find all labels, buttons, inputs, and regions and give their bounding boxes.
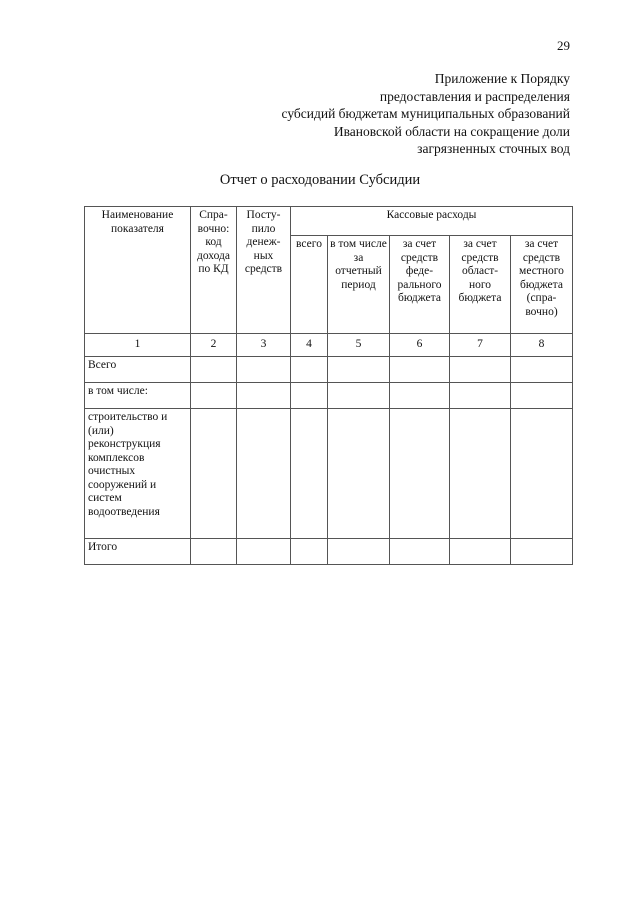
header-local: за счет средств местного бюджета (спра-вочно) xyxy=(511,236,573,334)
column-number: 3 xyxy=(237,334,291,357)
table-cell xyxy=(450,357,511,383)
table-cell xyxy=(191,539,237,565)
table-cell xyxy=(328,357,390,383)
table-cell xyxy=(237,539,291,565)
appendix-line: субсидий бюджетам муниципальных образований xyxy=(281,106,570,121)
table-cell xyxy=(511,409,573,539)
table-cell xyxy=(450,383,511,409)
table-cell xyxy=(328,539,390,565)
table-cell xyxy=(511,539,573,565)
table-cell xyxy=(390,383,450,409)
column-number-row xyxy=(85,334,573,357)
row-label: Всего xyxy=(85,357,191,383)
table-row xyxy=(85,383,573,409)
table-cell xyxy=(328,409,390,539)
column-number: 8 xyxy=(511,334,573,357)
column-number: 1 xyxy=(85,334,191,357)
table-cell xyxy=(237,357,291,383)
header-received: Посту-пило денеж-ных средств xyxy=(237,207,291,334)
header-regional: за счет средств област-ного бюджета xyxy=(450,236,511,334)
header-name: Наименование показателя xyxy=(85,207,191,334)
table-cell xyxy=(237,383,291,409)
appendix-block xyxy=(282,70,570,158)
header-cash-expenses: Кассовые расходы xyxy=(291,207,573,236)
table-cell xyxy=(328,383,390,409)
report-table xyxy=(84,206,573,565)
table-cell xyxy=(291,383,328,409)
page-number: 29 xyxy=(557,38,570,53)
table-cell xyxy=(191,357,237,383)
table-row xyxy=(85,539,573,565)
report-title: Отчет о расходовании Субсидии xyxy=(219,172,421,188)
header-period: в том числе за отчетный период xyxy=(328,236,390,334)
table-row xyxy=(85,357,573,383)
table-cell xyxy=(450,409,511,539)
appendix-line: загрязненных сточных вод xyxy=(417,141,570,156)
table-cell xyxy=(291,357,328,383)
table-cell xyxy=(511,357,573,383)
table-cell xyxy=(390,539,450,565)
table-cell xyxy=(511,383,573,409)
column-number: 6 xyxy=(390,334,450,357)
table-cell xyxy=(450,539,511,565)
row-label: в том числе: xyxy=(85,383,191,409)
column-number: 4 xyxy=(291,334,328,357)
header-row xyxy=(85,207,573,236)
table-cell xyxy=(291,539,328,565)
header-federal: за счет средств феде-рального бюджета xyxy=(390,236,450,334)
column-number: 5 xyxy=(328,334,390,357)
table-cell xyxy=(237,409,291,539)
column-number: 2 xyxy=(191,334,237,357)
table-cell xyxy=(390,357,450,383)
table-cell xyxy=(390,409,450,539)
table-cell xyxy=(291,409,328,539)
appendix-line: Приложение к Порядку xyxy=(434,71,570,86)
table-cell xyxy=(191,409,237,539)
table-row xyxy=(85,409,573,539)
column-number: 7 xyxy=(450,334,511,357)
row-label: Итого xyxy=(85,539,191,565)
appendix-line: Ивановской области на сокращение доли xyxy=(333,123,570,139)
table-cell xyxy=(191,383,237,409)
header-code: Спра-вочно: код дохода по КД xyxy=(191,207,237,334)
row-label: строительство и (или) реконструкция комплексов очистных сооружений и систем водоотведения xyxy=(85,409,191,539)
header-total: всего xyxy=(291,236,328,334)
appendix-line: предоставления и распределения xyxy=(379,88,570,104)
